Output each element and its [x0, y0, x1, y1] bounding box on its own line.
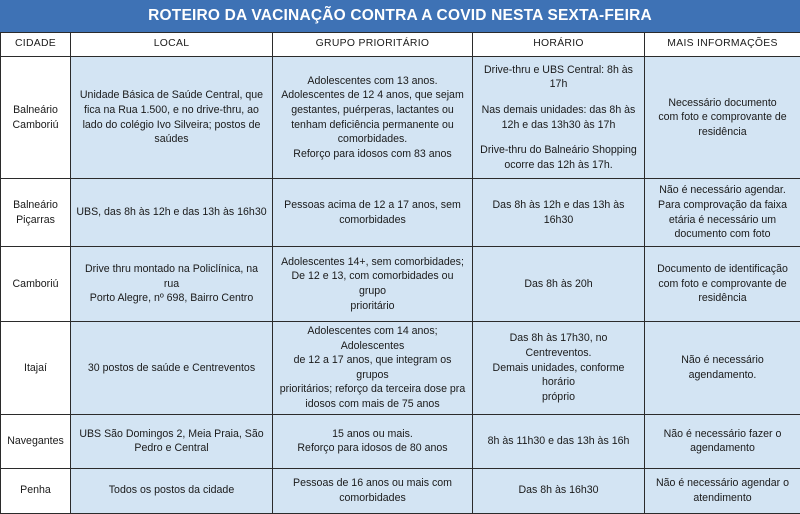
cell-grupo: 15 anos ou mais. Reforço para idosos de 80 anos	[273, 414, 473, 468]
cell-info: Não é necessário agendar. Para comprovação da faixa etária é necessário um documento com foto	[645, 179, 800, 247]
table-row	[1, 247, 800, 322]
cell-info: Não é necessário agendamento.	[645, 322, 800, 415]
header-cidade: CIDADE	[1, 33, 71, 57]
cell-local: Todos os postos da cidade	[71, 468, 273, 513]
cell-local: UBS São Domingos 2, Meia Praia, São Pedro e Central	[71, 414, 273, 468]
cell-horario: Das 8h às 20h	[473, 247, 645, 322]
table-row	[1, 414, 800, 468]
cell-info: Necessário documento com foto e comprovante de residência	[645, 57, 800, 179]
cell-grupo: Adolescentes com 13 anos. Adolescentes de 12 4 anos, que sejam gestantes, puérperas, lactantes ou tenham deficiência permanente ou comorbidades. Reforço para idosos com 83 anos	[273, 57, 473, 179]
cell-local: Unidade Básica de Saúde Central, que fica na Rua 1.500, e no drive-thru, ao lado do colégio Ivo Silveira; postos de saúdes	[71, 57, 273, 179]
cell-cidade: Balneário Piçarras	[1, 179, 71, 247]
cell-grupo: Pessoas de 16 anos ou mais com comorbidades	[273, 468, 473, 513]
cell-horario: Das 8h às 12h e das 13h às 16h30	[473, 179, 645, 247]
cell-horario: 8h às 11h30 e das 13h às 16h	[473, 414, 645, 468]
cell-cidade: Balneário Camboriú	[1, 57, 71, 179]
cell-info: Documento de identificação com foto e comprovante de residência	[645, 247, 800, 322]
table-row	[1, 57, 800, 179]
cell-cidade: Itajaí	[1, 322, 71, 415]
cell-grupo: Adolescentes com 14 anos; Adolescentes de 12 a 17 anos, que integram os grupos prioritários; reforço da terceira dose pra idosos com mais de 75 anos	[273, 322, 473, 415]
cell-grupo: Pessoas acima de 12 a 17 anos, sem comorbidades	[273, 179, 473, 247]
cell-cidade: Camboriú	[1, 247, 71, 322]
table-row	[1, 468, 800, 513]
cell-info: Não é necessário fazer o agendamento	[645, 414, 800, 468]
vaccination-schedule-table	[0, 32, 800, 514]
header-info: MAIS INFORMAÇÕES	[645, 33, 800, 57]
cell-horario: Das 8h às 16h30	[473, 468, 645, 513]
table-row	[1, 179, 800, 247]
header-grupo: GRUPO PRIORITÁRIO	[273, 33, 473, 57]
page-title: ROTEIRO DA VACINAÇÃO CONTRA A COVID NESTA SEXTA-FEIRA	[0, 0, 800, 32]
cell-info: Não é necessário agendar o atendimento	[645, 468, 800, 513]
cell-cidade: Penha	[1, 468, 71, 513]
header-row	[1, 33, 800, 57]
cell-horario: Drive-thru e UBS Central: 8h às 17h Nas demais unidades: das 8h às 12h e das 13h30 às 17h Drive-thru do Balneário Shopping ocorre das 12h às 17h.	[473, 57, 645, 179]
cell-cidade: Navegantes	[1, 414, 71, 468]
table-row	[1, 322, 800, 415]
header-local: LOCAL	[71, 33, 273, 57]
header-horario: HORÁRIO	[473, 33, 645, 57]
cell-grupo: Adolescentes 14+, sem comorbidades; De 12 e 13, com comorbidades ou grupo prioritário	[273, 247, 473, 322]
cell-horario: Das 8h às 17h30, no Centreventos. Demais unidades, conforme horário próprio	[473, 322, 645, 415]
cell-local: UBS, das 8h às 12h e das 13h às 16h30	[71, 179, 273, 247]
cell-local: Drive thru montado na Policlínica, na rua Porto Alegre, nº 698, Bairro Centro	[71, 247, 273, 322]
cell-local: 30 postos de saúde e Centreventos	[71, 322, 273, 415]
